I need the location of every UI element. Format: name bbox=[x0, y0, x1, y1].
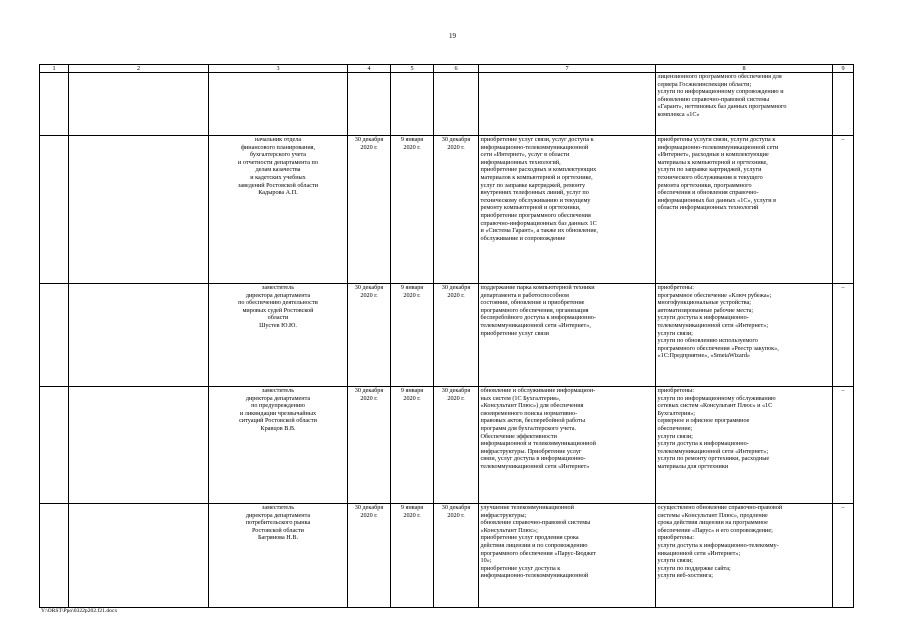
text-line: потребительского рынка bbox=[245, 519, 311, 527]
text-line: мировых судей Ростовской bbox=[242, 306, 314, 314]
table-cell bbox=[40, 284, 69, 387]
text-line: департамента в работоспособном bbox=[480, 291, 569, 299]
text-line: системы «Консультант Плюс», продление bbox=[657, 511, 768, 519]
table-row bbox=[40, 73, 854, 136]
text-line: автоматизированные рабочие места; bbox=[657, 306, 754, 314]
text-line: Бухгалтерия»; bbox=[657, 409, 696, 417]
result-cell bbox=[656, 387, 833, 504]
text-line: услуги веб-хостинга; bbox=[657, 572, 713, 580]
text-line: по предупреждению bbox=[251, 402, 305, 410]
text-line: «1С:Предприятие», «SmetaWizard» bbox=[657, 352, 751, 360]
text-line: 30 декабря bbox=[354, 136, 384, 143]
file-path-footer: Y:\ORST\Ppo\0322p202.f21.docx bbox=[41, 608, 118, 614]
text-line: сети «Интернет», услуг в области bbox=[480, 151, 570, 159]
result-cell bbox=[656, 136, 833, 284]
text-line: приобретены: bbox=[657, 534, 694, 542]
text-line: материалы для оргтехники bbox=[657, 462, 729, 470]
text-line: «Консультант Плюс»; bbox=[480, 526, 538, 534]
text-line: телекоммуникационной сети «Интернет»; bbox=[657, 447, 769, 455]
task-cell bbox=[479, 284, 656, 387]
text-line: услуг по заправке картриджей, ремонту bbox=[480, 181, 586, 189]
text-line: услуги по заправке картриджей, услуги bbox=[657, 166, 762, 174]
text-line: заместитель bbox=[261, 387, 295, 394]
header-cell: 7 bbox=[479, 65, 656, 73]
table-row bbox=[40, 504, 854, 608]
text-line: 30 декабря bbox=[354, 387, 384, 394]
text-line: области bbox=[267, 314, 289, 322]
text-line: связи, услуг доступа в информационно- bbox=[480, 455, 586, 463]
text-line: услуги связи; bbox=[657, 432, 693, 440]
table-cell bbox=[40, 504, 69, 608]
text-line: 30 декабря bbox=[354, 504, 384, 511]
text-line: приобретение услуг продления срока bbox=[480, 534, 579, 542]
text-line: инфраструктуры; bbox=[480, 511, 527, 519]
date-cell bbox=[391, 504, 434, 608]
text-line: заместитель bbox=[261, 284, 295, 291]
text-line: приобретение услуг связи, услуг доступа к bbox=[480, 136, 594, 143]
page-number: 19 bbox=[449, 32, 456, 40]
table-cell bbox=[209, 73, 348, 136]
official-cell bbox=[209, 136, 348, 284]
text-line: заместитель bbox=[261, 504, 295, 511]
text-line: сервера Госжилинспекции области; bbox=[657, 80, 752, 88]
table-cell bbox=[40, 136, 69, 284]
text-line: обновлению справочно-правовой системы bbox=[657, 95, 770, 103]
table-cell bbox=[69, 136, 209, 284]
text-line: 30 декабря bbox=[354, 284, 384, 291]
text-line: 2020 г. bbox=[360, 291, 378, 299]
text-line: состоянии, обновление и приобретение bbox=[480, 299, 585, 307]
text-line: 2020 г. bbox=[403, 291, 421, 299]
text-line: делам казачества bbox=[255, 166, 301, 174]
task-cell bbox=[479, 136, 656, 284]
header-cell: 4 bbox=[348, 65, 391, 73]
text-line: 2020 г. bbox=[447, 394, 465, 402]
table-cell bbox=[348, 73, 391, 136]
text-line: приобретение услуг связи bbox=[480, 329, 549, 337]
date-cell bbox=[391, 284, 434, 387]
text-line: программ для бухгалтерского учета. bbox=[480, 424, 577, 432]
text-line: услуги по ремонту оргтехники, расходные bbox=[657, 455, 770, 463]
text-line: услуги доступа к информационно-телекомму- bbox=[657, 541, 779, 549]
table-cell bbox=[40, 73, 69, 136]
text-line: услуги по обновлению используемого bbox=[657, 337, 758, 345]
date-cell bbox=[434, 284, 479, 387]
date-cell bbox=[391, 136, 434, 284]
text-line: 9 января bbox=[400, 504, 424, 511]
text-line: «Интернет», расходные и комплектующие bbox=[657, 151, 769, 159]
text-line: приобретены: bbox=[657, 284, 694, 291]
text-line: 9 января bbox=[400, 284, 424, 291]
text-line: директора департамента bbox=[245, 394, 311, 402]
text-line: 2020 г. bbox=[447, 143, 465, 151]
text-line: серверное и офисное программное bbox=[657, 417, 750, 425]
text-line: обеспечение; bbox=[657, 424, 693, 432]
text-line: бухгалтерского учета bbox=[249, 151, 307, 159]
text-line: своевременного поиска нормативно- bbox=[480, 409, 578, 417]
note-cell: – bbox=[833, 387, 854, 504]
text-line: услуги по поддержке сайта; bbox=[657, 564, 731, 572]
text-line: Багрянова Н.В. bbox=[257, 534, 298, 542]
text-line: по обеспечению деятельности bbox=[238, 299, 318, 307]
text-line: приобретение программного обеспечения bbox=[480, 211, 591, 219]
text-line: комплекса «1С» bbox=[657, 110, 700, 118]
text-line: справочно-информационных баз данных 1С bbox=[480, 219, 597, 227]
text-line: сетевых систем «Консультант Плюс» и «1С bbox=[657, 402, 773, 410]
text-line: ремонта оргтехники, программного bbox=[657, 181, 752, 189]
text-line: услуги по информационному сопровождению и bbox=[657, 88, 784, 96]
text-line: телекоммуникационной сети «Интернет», bbox=[480, 321, 591, 329]
date-cell bbox=[348, 284, 391, 387]
table-cell bbox=[434, 73, 479, 136]
text-line: Кравцов В.В. bbox=[260, 424, 296, 432]
text-line: инфраструктуры. Приобретение услуг bbox=[480, 447, 582, 455]
date-cell bbox=[348, 504, 391, 608]
text-line: обслуживание и сопровождение bbox=[480, 234, 566, 242]
text-line: осуществлено обновление справочно-правовой bbox=[657, 504, 783, 511]
text-line: 30 декабря bbox=[441, 387, 471, 394]
header-cell: 3 bbox=[209, 65, 348, 73]
text-line: 2020 г. bbox=[447, 511, 465, 519]
text-line: Ростовской области bbox=[252, 526, 304, 534]
text-line: телекоммуникационной сети «Интернет»; bbox=[657, 321, 769, 329]
text-line: технического обслуживания и текущего bbox=[657, 173, 763, 181]
text-line: «Консультант Плюс») для обеспечения bbox=[480, 402, 584, 410]
header-cell: 8 bbox=[656, 65, 833, 73]
table-cell bbox=[69, 387, 209, 504]
text-line: лицензионного программного обеспечения для bbox=[657, 73, 782, 80]
text-line: начальник отдела bbox=[254, 136, 302, 143]
text-line: 10»; bbox=[480, 557, 492, 565]
text-line: техническому обслуживанию и текущему bbox=[480, 196, 591, 204]
result-cell bbox=[656, 73, 833, 136]
date-cell bbox=[434, 387, 479, 504]
text-line: улучшение телекоммуникационной bbox=[480, 504, 574, 511]
text-line: услуги доступа к информационно- bbox=[657, 314, 749, 322]
table-cell bbox=[40, 387, 69, 504]
text-line: услуги доступа к информационно- bbox=[657, 440, 749, 448]
text-line: и отчетности департамента по bbox=[238, 158, 318, 166]
text-line: срока действия лицензии на программное bbox=[657, 519, 768, 527]
result-cell bbox=[656, 284, 833, 387]
text-line: информационно-телекоммуникационной bbox=[480, 143, 589, 151]
table-cell bbox=[479, 73, 656, 136]
text-line: услуги по информационному обслуживанию bbox=[657, 394, 776, 402]
text-line: бесперебойного доступа к информационно- bbox=[480, 314, 596, 322]
result-cell bbox=[656, 504, 833, 608]
date-cell bbox=[348, 387, 391, 504]
text-line: 2020 г. bbox=[360, 143, 378, 151]
text-line: 9 января bbox=[400, 387, 424, 394]
text-line: внутренних телефонных линий, услуг по bbox=[480, 189, 589, 197]
text-line: 2020 г. bbox=[360, 511, 378, 519]
date-cell bbox=[348, 136, 391, 284]
text-line: 30 декабря bbox=[441, 136, 471, 143]
text-line: материалов к компьютерной и оргтехнике, bbox=[480, 173, 593, 181]
text-line: информационной и телекоммуникационной bbox=[480, 440, 596, 448]
text-line: информационных баз данных «1С», услуги в bbox=[657, 196, 777, 204]
text-line: директора департамента bbox=[245, 291, 311, 299]
text-line: приобретены услуги связи, услуги доступа к bbox=[657, 136, 776, 143]
text-line: Обеспечение эффективности bbox=[480, 432, 557, 440]
header-cell: 5 bbox=[391, 65, 434, 73]
table-cell bbox=[69, 73, 209, 136]
text-line: действия лицензии и по сопровождению bbox=[480, 541, 588, 549]
text-line: 2020 г. bbox=[360, 394, 378, 402]
text-line: Шустев Ю.Ю. bbox=[259, 321, 297, 329]
text-line: никационной сети «Интернет»; bbox=[657, 549, 741, 557]
text-line: информационно-телекоммуникационной сети bbox=[657, 143, 779, 151]
text-line: 30 декабря bbox=[441, 284, 471, 291]
text-line: 30 декабря bbox=[441, 504, 471, 511]
text-line: услуги связи; bbox=[657, 329, 693, 337]
table-cell bbox=[69, 284, 209, 387]
table-row bbox=[40, 136, 854, 284]
text-line: телекоммуникационной сети «Интернет» bbox=[480, 462, 590, 470]
table-cell bbox=[391, 73, 434, 136]
header-cell: 6 bbox=[434, 65, 479, 73]
text-line: и «Система Гарант», а также их обновление, bbox=[480, 227, 598, 235]
text-line: приобретены: bbox=[657, 387, 694, 394]
text-line: области информационных технологий bbox=[657, 204, 759, 212]
task-cell bbox=[479, 504, 656, 608]
text-line: обновление справочно-правовой системы bbox=[480, 519, 591, 527]
text-line: программного обеспечения, организация bbox=[480, 306, 589, 314]
text-line: Кадырова А.П. bbox=[258, 189, 298, 197]
date-cell bbox=[434, 136, 479, 284]
text-line: услуги связи; bbox=[657, 557, 693, 565]
text-line: материалы к компьютерной и оргтехнике, bbox=[657, 158, 768, 166]
text-line: программное обеспечение «Ключ рубежа»; bbox=[657, 291, 772, 299]
text-line: ситуаций Ростовской области bbox=[239, 417, 317, 425]
text-line: программного обеспечения «Реестр закупок», bbox=[657, 344, 779, 352]
text-line: «Гарант», неттиновых баз данных программного bbox=[657, 103, 787, 111]
table-cell bbox=[69, 504, 209, 608]
text-line: 2020 г. bbox=[403, 143, 421, 151]
text-line: обновление и обслуживание информацион- bbox=[480, 387, 596, 394]
date-cell bbox=[434, 504, 479, 608]
table-row bbox=[40, 284, 854, 387]
text-line: многофункциональные устройства; bbox=[657, 299, 751, 307]
text-line: и кадетских учебных bbox=[250, 173, 306, 181]
text-line: приобретение услуг доступа к bbox=[480, 564, 561, 572]
text-line: правовых актов, бесперебойной работы bbox=[480, 417, 586, 425]
text-line: 2020 г. bbox=[403, 511, 421, 519]
text-line: директора департамента bbox=[245, 511, 311, 519]
date-cell bbox=[391, 387, 434, 504]
text-line: информационных технологий, bbox=[480, 158, 561, 166]
note-cell: – bbox=[833, 136, 854, 284]
table-row bbox=[40, 387, 854, 504]
text-line: приобретение расходных и комплектующих bbox=[480, 166, 597, 174]
official-cell bbox=[209, 504, 348, 608]
note-cell: – bbox=[833, 284, 854, 387]
task-cell bbox=[479, 387, 656, 504]
text-line: программного обеспечения «Парус-Бюджет bbox=[480, 549, 597, 557]
text-line: обеспечения и обновления справочно- bbox=[657, 189, 759, 197]
text-line: 2020 г. bbox=[447, 291, 465, 299]
text-line: финансового планирования, bbox=[240, 143, 316, 151]
text-line: 2020 г. bbox=[403, 394, 421, 402]
text-line: 9 января bbox=[400, 136, 424, 143]
header-cell: 2 bbox=[69, 65, 209, 73]
header-cell: 1 bbox=[40, 65, 69, 73]
text-line: ремонту компьютерной и оргтехники, bbox=[480, 204, 581, 212]
official-cell bbox=[209, 387, 348, 504]
text-line: поддержание парка компьютерной техники bbox=[480, 284, 595, 291]
report-table bbox=[39, 64, 854, 608]
text-line: обеспечение «Парус» и его сопровождение; bbox=[657, 526, 773, 534]
table-cell bbox=[833, 73, 854, 136]
text-line: и ликвидации чрезвычайных bbox=[239, 409, 317, 417]
header-cell: 9 bbox=[833, 65, 854, 73]
official-cell bbox=[209, 284, 348, 387]
column-number-row bbox=[40, 65, 854, 73]
text-line: заведений Ростовской области bbox=[237, 181, 319, 189]
text-line: ных систем (1С Бухгалтерия», bbox=[480, 394, 561, 402]
note-cell: – bbox=[833, 504, 854, 608]
text-line: информационно-телекоммуникационной bbox=[480, 572, 589, 580]
